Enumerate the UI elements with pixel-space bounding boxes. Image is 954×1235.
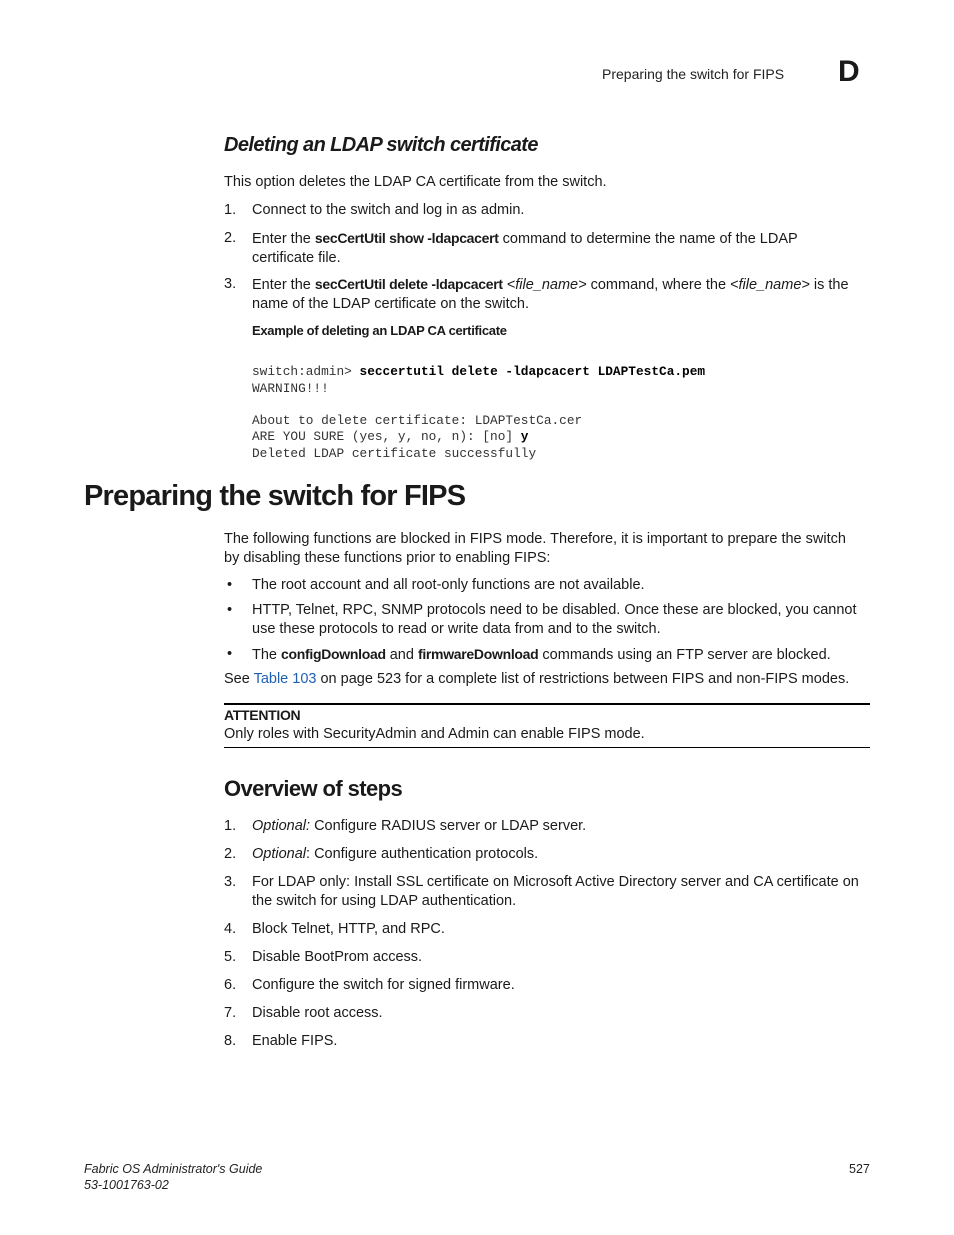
- bullet-1-dot: •: [227, 577, 233, 593]
- bullet-2-line2: use these protocols to read or write data from and to the switch.: [252, 621, 661, 637]
- ldap-step-2-number: 2.: [224, 230, 237, 246]
- optional-label-2: Optional: [252, 846, 307, 862]
- page-number: 527: [849, 1162, 870, 1176]
- bullet-2-dot: •: [227, 602, 233, 618]
- optional-label-1: Optional:: [252, 818, 311, 834]
- fips-intro: [224, 530, 874, 568]
- overview-step-5: Disable BootProm access.: [252, 949, 423, 965]
- ldap-step-3: [252, 275, 870, 314]
- footer-doc-id: 53-1001763-02: [84, 1178, 169, 1192]
- code-prompt: switch:admin>: [252, 364, 360, 380]
- overview-step-8: Enable FIPS.: [252, 1033, 338, 1049]
- running-header-section: Preparing the switch for FIPS: [602, 66, 785, 82]
- fips-heading: Preparing the switch for FIPS: [84, 480, 466, 512]
- overview-step-6: Configure the switch for signed firmware.: [252, 977, 515, 993]
- overview-step-6-number: 6.: [224, 977, 237, 993]
- overview-step-8-number: 8.: [224, 1033, 237, 1049]
- overview-step-1-text: Configure RADIUS server or LDAP server.: [310, 818, 587, 834]
- ldap-step-3-post: is the: [809, 277, 849, 293]
- overview-step-1-number: 1.: [224, 818, 237, 834]
- code-command: seccertutil delete -ldapcacert LDAPTestCa.pem: [359, 364, 706, 380]
- attention-label: ATTENTION: [224, 707, 301, 723]
- see-pre: See: [224, 671, 254, 687]
- bullet-3-dot: •: [227, 646, 233, 662]
- overview-step-2: [252, 845, 870, 864]
- see-reference: [224, 670, 849, 689]
- file-name-arg-1: <file_name>: [502, 277, 587, 293]
- overview-step-5-number: 5.: [224, 949, 237, 965]
- overview-heading: Overview of steps: [224, 776, 403, 801]
- code-confirm: ARE YOU SURE (yes, y, no, n): [no]: [252, 429, 521, 445]
- appendix-letter: D: [838, 55, 860, 88]
- file-name-arg-2: <file_name>: [730, 277, 810, 293]
- code-answer: y: [520, 429, 529, 445]
- ldap-step-3-line2: name of the LDAP certificate on the switch.: [252, 296, 529, 312]
- code-warning: WARNING!!!: [252, 380, 329, 396]
- overview-step-3-line2: the switch for using LDAP authentication.: [252, 893, 517, 909]
- footer-title: Fabric OS Administrator's Guide: [84, 1162, 263, 1176]
- config-download-command: configDownload: [281, 646, 386, 662]
- ldap-step-1-number: 1.: [224, 202, 237, 218]
- overview-step-2-number: 2.: [224, 846, 237, 862]
- ldap-delete-command: secCertUtil delete -ldapcacert: [314, 276, 503, 292]
- overview-step-7-number: 7.: [224, 1005, 237, 1021]
- overview-step-3: [252, 873, 870, 911]
- bullet-3: [252, 645, 870, 665]
- ldap-step-1: Connect to the switch and log in as admin.: [252, 202, 525, 218]
- code-about: About to delete certificate: LDAPTestCa.cer: [252, 413, 583, 429]
- table-103-link[interactable]: Table 103: [253, 671, 317, 687]
- fips-intro-line1: The following functions are blocked in FIPS mode. Therefore, it is important to prepare the switch: [224, 531, 846, 547]
- ldap-step-3-pre: Enter the: [252, 277, 315, 293]
- fips-intro-line2: by disabling these functions prior to enabling FIPS:: [224, 550, 551, 566]
- overview-step-7: Disable root access.: [252, 1005, 383, 1021]
- overview-step-1: [252, 817, 870, 836]
- bullet-3-mid: and: [385, 647, 418, 663]
- overview-step-2-text: : Configure authentication protocols.: [306, 846, 539, 862]
- overview-step-4: Block Telnet, HTTP, and RPC.: [252, 921, 445, 937]
- code-example: [252, 348, 705, 478]
- bullet-3-post: commands using an FTP server are blocked.: [538, 647, 831, 663]
- ldap-step-2-post: command to determine the name of the LDAP: [498, 231, 798, 247]
- code-result: Deleted LDAP certificate successfully: [252, 445, 537, 461]
- attention-bottom-rule: [224, 747, 870, 748]
- overview-step-3-line1: For LDAP only: Install SSL certificate on Microsoft Active Directory server and CA certificate on: [252, 874, 859, 890]
- bullet-2-line1: HTTP, Telnet, RPC, SNMP protocols need to be disabled. Once these are blocked, you cannot: [252, 602, 857, 618]
- attention-text: Only roles with SecurityAdmin and Admin can enable FIPS mode.: [224, 726, 645, 742]
- bullet-2: [252, 601, 870, 639]
- ldap-show-command: secCertUtil show -ldapcacert: [314, 230, 499, 246]
- ldap-delete-heading: Deleting an LDAP switch certificate: [224, 134, 538, 156]
- overview-step-4-number: 4.: [224, 921, 237, 937]
- firmware-download-command: firmwareDownload: [417, 646, 539, 662]
- ldap-step-2-line2: certificate file.: [252, 250, 341, 266]
- example-caption: Example of deleting an LDAP CA certificate: [252, 323, 507, 338]
- overview-step-3-number: 3.: [224, 874, 237, 890]
- bullet-3-pre: The: [252, 647, 282, 663]
- ldap-step-3-number: 3.: [224, 276, 237, 292]
- attention-top-rule: [224, 703, 870, 705]
- ldap-intro: This option deletes the LDAP CA certificate from the switch.: [224, 174, 607, 190]
- ldap-step-2-pre: Enter the: [252, 231, 315, 247]
- see-post: on page 523 for a complete list of restrictions between FIPS and non-FIPS modes.: [316, 671, 850, 687]
- bullet-1: The root account and all root-only functions are not available.: [252, 577, 645, 593]
- ldap-step-3-mid: command, where the: [586, 277, 731, 293]
- ldap-step-2: [252, 229, 870, 268]
